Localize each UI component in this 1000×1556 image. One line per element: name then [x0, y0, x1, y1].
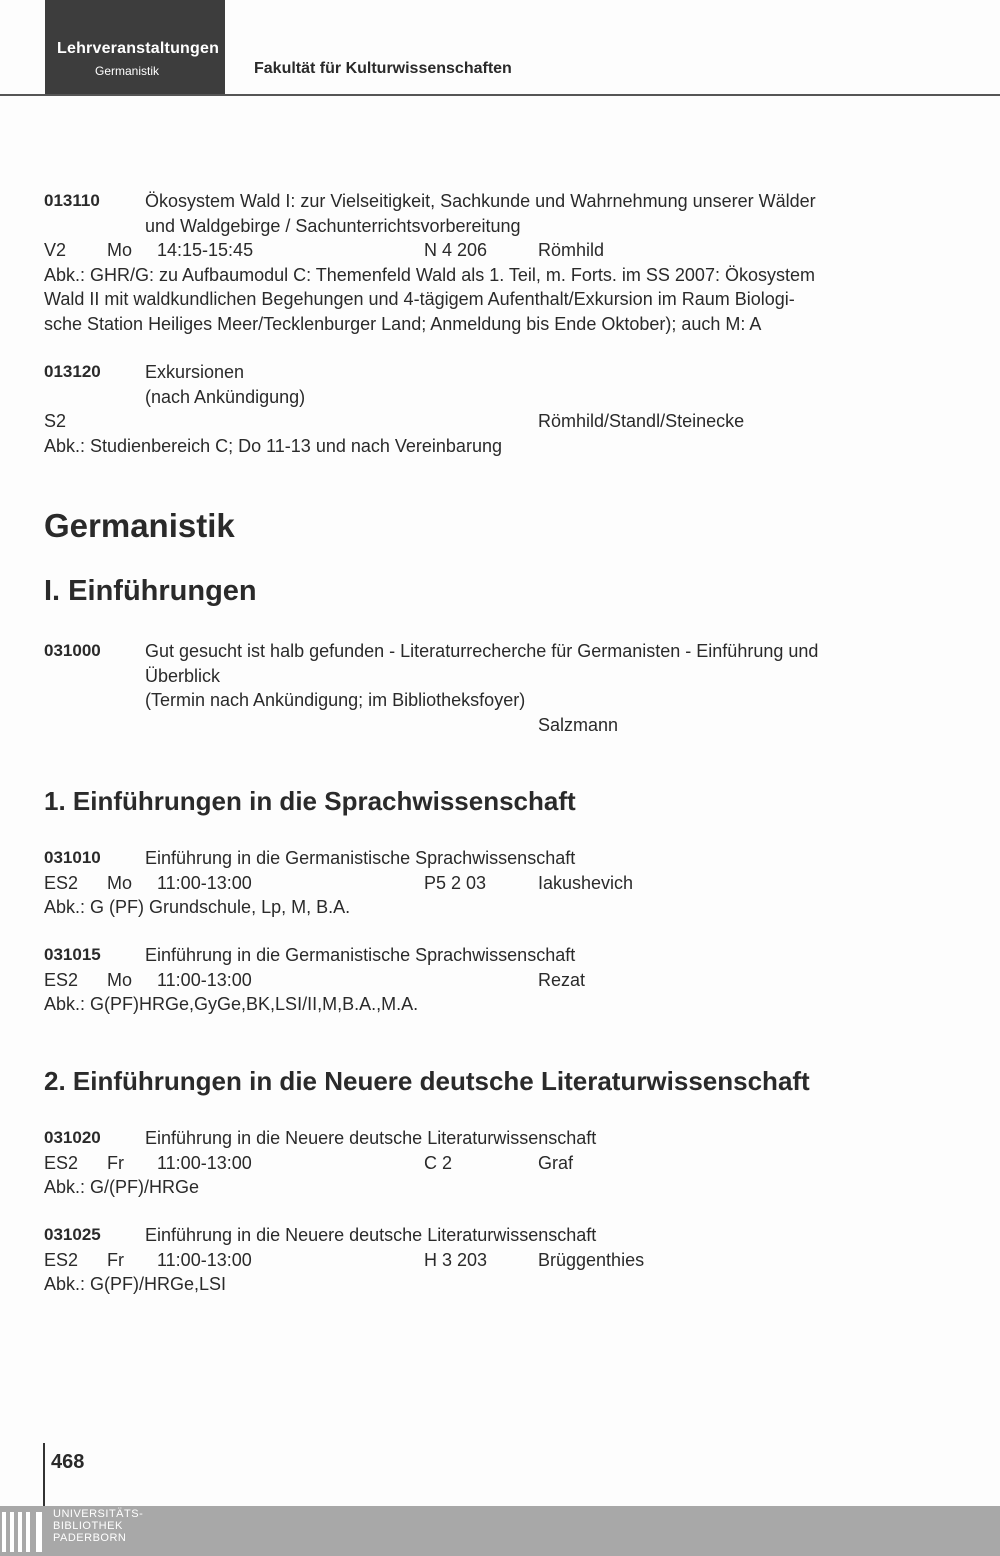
course-type: ES2	[44, 1249, 79, 1270]
course-lecturer: Römhild/Standl/Steinecke	[538, 411, 745, 431]
library-name-line: PADERBORN	[53, 1532, 127, 1544]
course-type: ES2	[44, 1152, 79, 1173]
course-type: ES2	[44, 969, 79, 990]
header-box-title: Lehrveranstaltungen	[57, 40, 220, 57]
course-abk	[44, 434, 864, 459]
course-type: V2	[44, 240, 67, 260]
section-title: Germanistik	[44, 507, 235, 544]
course-abk: Abk.: G (PF) Grundschule, Lp, M, B.A.	[44, 897, 351, 917]
course-abk	[44, 263, 864, 337]
course-abk-line: Abk.: Studienbereich C; Do 11-13 und nach Vereinbarung	[44, 435, 502, 456]
course-lecturer: Rezat	[538, 969, 586, 990]
course-day: Mo	[107, 969, 133, 990]
course-title: Einführung in die Germanistische Sprachwissenschaft	[145, 848, 576, 868]
library-name-line: UNIVERSITÄTS-	[53, 1508, 144, 1520]
header-box-subtitle: Germanistik	[95, 64, 160, 78]
library-name	[53, 1508, 143, 1544]
course-number: 031020	[44, 1128, 101, 1147]
faculty-title: Fakultät für Kulturwissenschaften	[254, 60, 512, 77]
course-abk-line: Abk.: GHR/G: zu Aufbaumodul C: Themenfeld Wald als 1. Teil, m. Forts. im SS 2007: Ökosystem	[44, 264, 815, 285]
course-number: 013110	[44, 191, 100, 210]
course-day: Mo	[107, 240, 133, 260]
course-title: Einführung in die Neuere deutsche Literaturwissenschaft	[145, 1128, 597, 1148]
course-time: 11:00-13:00	[157, 1249, 252, 1270]
course-number: 031015	[44, 945, 101, 964]
course-room: N 4 206	[424, 240, 488, 260]
course-type: S2	[44, 411, 67, 431]
course-number: 031025	[44, 1225, 101, 1244]
subsection-title: 1. Einführungen in die Sprachwissenschaft	[44, 786, 576, 816]
course-number: 031010	[44, 848, 101, 867]
course-time: 11:00-13:00	[157, 872, 252, 893]
course-abk: Abk.: G(PF)/HRGe,LSI	[44, 1274, 227, 1294]
course-abk: Abk.: G/(PF)/HRGe	[44, 1177, 200, 1197]
course-entry-031000	[44, 639, 864, 737]
course-entry-013120	[44, 360, 864, 458]
course-day: Fr	[107, 1249, 124, 1270]
course-room: H 3 203	[424, 1249, 488, 1270]
header-box	[45, 0, 225, 94]
course-type: ES2	[44, 872, 79, 893]
course-abk: Abk.: G(PF)HRGe,GyGe,BK,LSI/II,M,B.A.,M.A.	[44, 994, 419, 1014]
course-lecturer: Graf	[538, 1152, 574, 1173]
course-title: Ökosystem Wald I: zur Vielseitigkeit, Sachkunde und Wahrnehmung unserer Wälder	[145, 191, 816, 211]
course-lecturer: Salzmann	[538, 714, 619, 735]
course-title: Einführung in die Neuere deutsche Literaturwissenschaft	[145, 1225, 597, 1245]
course-time: 11:00-13:00	[157, 1152, 252, 1173]
course-title-cont: Überblick	[145, 665, 221, 686]
course-title-cont: (nach Ankündigung)	[145, 386, 306, 407]
page-number: 468	[51, 1451, 85, 1473]
subsection-title: I. Einführungen	[44, 575, 257, 607]
header-divider	[0, 94, 1000, 96]
course-number: 031000	[44, 641, 101, 660]
course-room: C 2	[424, 1152, 453, 1173]
course-lecturer: Brüggenthies	[538, 1249, 645, 1270]
course-time: 14:15-15:45	[157, 240, 254, 260]
course-entry-031015	[44, 943, 864, 1017]
course-time: 11:00-13:00	[157, 969, 252, 990]
course-day: Fr	[107, 1152, 124, 1173]
course-number: 013120	[44, 362, 101, 381]
course-title: Einführung in die Germanistische Sprachwissenschaft	[145, 945, 576, 965]
course-entry-013110	[44, 189, 864, 336]
course-entry-031020	[44, 1126, 864, 1200]
course-abk-line: sche Station Heiliges Meer/Tecklenburger Land; Anmeldung bis Ende Oktober); auch M: A	[44, 313, 762, 334]
subsection-title: 2. Einführungen in die Neuere deutsche Literaturwissenschaft	[44, 1066, 810, 1096]
course-title-cont: und Waldgebirge / Sachunterrichtsvorbereitung	[145, 215, 521, 236]
course-title: Gut gesucht ist halb gefunden - Literaturrecherche für Germanisten - Einführung und	[145, 641, 819, 661]
library-footer	[0, 1506, 1000, 1556]
course-entry-031025	[44, 1223, 864, 1297]
course-room: P5 2 03	[424, 872, 487, 893]
course-title: Exkursionen	[145, 362, 245, 382]
course-day: Mo	[107, 872, 133, 893]
course-abk-line: Wald II mit waldkundlichen Begehungen und 4-tägigem Aufenthalt/Exkursion im Raum Biologi-	[44, 289, 795, 309]
course-entry-031010	[44, 846, 864, 920]
course-lecturer: Iakushevich	[538, 872, 634, 893]
library-name-line: BIBLIOTHEK	[53, 1520, 123, 1532]
course-lecturer: Römhild	[538, 240, 605, 260]
barcode-logo-icon	[2, 1512, 44, 1552]
course-note: (Termin nach Ankündigung; im Bibliotheksfoyer)	[145, 690, 526, 710]
